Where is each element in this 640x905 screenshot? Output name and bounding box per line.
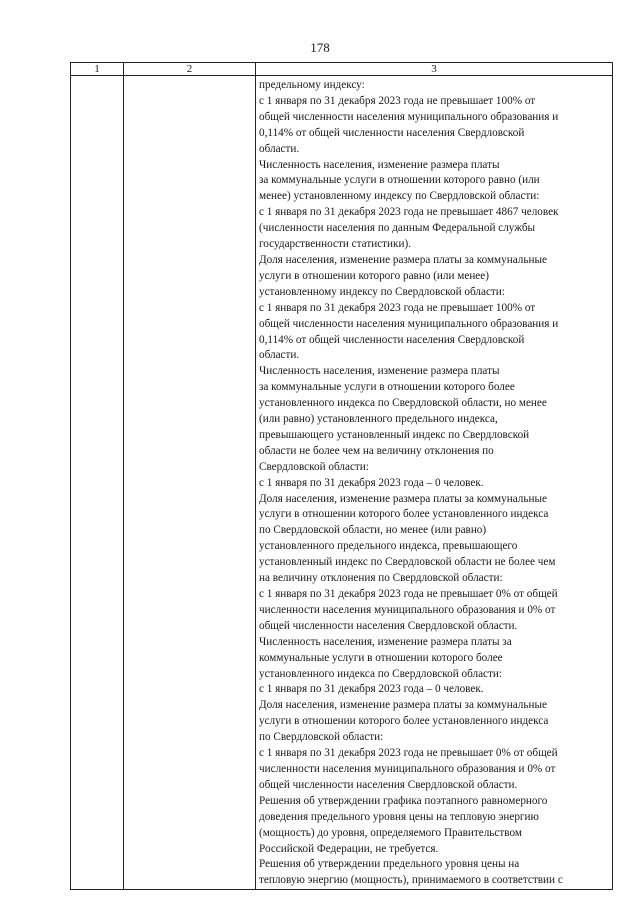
text-line: 0,114% от общей численности населения Свердловской <box>259 333 525 346</box>
text-line: Свердловской области: <box>259 460 369 473</box>
header-col-2: 2 <box>124 63 256 76</box>
text-line: на величину отклонения по Свердловской области: <box>259 572 503 585</box>
text-line: с 1 января по 31 декабря 2023 года – 0 человек. <box>259 683 484 696</box>
cell-col-2 <box>124 76 256 890</box>
text-line: тепловую энергию (мощность), принимаемого в соответствии с <box>259 874 563 887</box>
page-number: 178 <box>310 40 330 55</box>
text-line: численности населения муниципального образования и 0% от <box>259 603 556 616</box>
header-col-3: 3 <box>256 63 613 76</box>
table-header-row <box>71 63 613 76</box>
text-line: общей численности населения муниципального образования и <box>259 110 559 123</box>
text-line: общей численности населения Свердловской области. <box>259 778 518 791</box>
table-body-row <box>71 76 613 890</box>
text-line: Доля населения, изменение размера платы за коммунальные <box>259 253 547 266</box>
text-line: общей численности населения муниципального образования и <box>259 317 559 330</box>
text-line: Российской Федерации, не требуется. <box>259 842 439 855</box>
text-line: коммунальные услуги в отношении которого более <box>259 651 503 664</box>
text-line: доведения предельного уровня цены на тепловую энергию <box>259 810 539 823</box>
cell-col-3 <box>256 76 613 890</box>
text-line: Доля населения, изменение размера платы за коммунальные <box>259 699 547 712</box>
text-line: установленного индекса по Свердловской области: <box>259 667 503 680</box>
text-line: услуги в отношении которого равно (или менее) <box>259 269 489 282</box>
text-line: установленному индексу по Свердловской области: <box>259 285 505 298</box>
text-line: области не более чем на величину отклонения по <box>259 444 494 457</box>
text-line: Доля населения, изменение размера платы за коммунальные <box>259 492 547 505</box>
text-line: Решения об утверждении предельного уровня цены на <box>259 858 520 871</box>
text-line: с 1 января по 31 декабря 2023 года не превышает 4867 человек <box>259 206 559 219</box>
document-table <box>70 62 613 890</box>
text-line: предельному индексу: <box>259 79 365 91</box>
text-line: общей численности населения Свердловской области. <box>259 619 518 632</box>
text-line: установленного предельного индекса, превышающего <box>259 540 518 553</box>
text-line: численности населения муниципального образования и 0% от <box>259 762 556 775</box>
text-line: за коммунальные услуги в отношении которого равно (или <box>259 174 540 187</box>
text-line: государственности статистики). <box>259 238 411 251</box>
text-line: установленного индекса по Свердловской области, но менее <box>259 397 547 410</box>
text-line: менее) установленному индексу по Свердловской области: <box>259 190 540 203</box>
cell-col-3-content <box>256 76 612 889</box>
text-line: с 1 января по 31 декабря 2023 года – 0 человек. <box>259 476 484 489</box>
text-line: с 1 января по 31 декабря 2023 года не превышает 100% от <box>259 301 536 314</box>
text-line: установленный индекс по Свердловской области не более чем <box>259 556 556 569</box>
text-line: (численности населения по данным Федеральной службы <box>259 222 536 235</box>
text-line: Решения об утверждении графика поэтапного равномерного <box>259 794 548 807</box>
text-line: услуги в отношении которого более установленного индекса <box>259 508 549 521</box>
text-line: (или равно) установленного предельного индекса, <box>259 413 498 426</box>
text-line: (мощность) до уровня, определяемого Правительством <box>259 826 522 839</box>
header-col-1: 1 <box>71 63 124 76</box>
text-line: области. <box>259 349 300 362</box>
text-line: по Свердловской области, но менее (или равно) <box>259 524 487 537</box>
text-line: превышающего установленный индекс по Свердловской <box>259 428 530 441</box>
text-line: с 1 января по 31 декабря 2023 года не превышает 100% от <box>259 94 536 107</box>
text-line: за коммунальные услуги в отношении которого более <box>259 381 515 394</box>
text-line: 0,114% от общей численности населения Свердловской <box>259 126 525 139</box>
text-line: Численность населения, изменение размера платы <box>259 158 500 171</box>
cell-col-1 <box>71 76 124 890</box>
text-line: Численность населения, изменение размера платы <box>259 365 500 378</box>
text-line: Численность населения, изменение размера платы за <box>259 635 512 648</box>
text-line: услуги в отношении которого более установленного индекса <box>259 715 549 728</box>
text-line: по Свердловской области: <box>259 731 384 744</box>
text-line: с 1 января по 31 декабря 2023 года не превышает 0% от общей <box>259 588 558 600</box>
text-line: с 1 января по 31 декабря 2023 года не превышает 0% от общей <box>259 747 558 760</box>
text-line: области. <box>259 142 300 155</box>
